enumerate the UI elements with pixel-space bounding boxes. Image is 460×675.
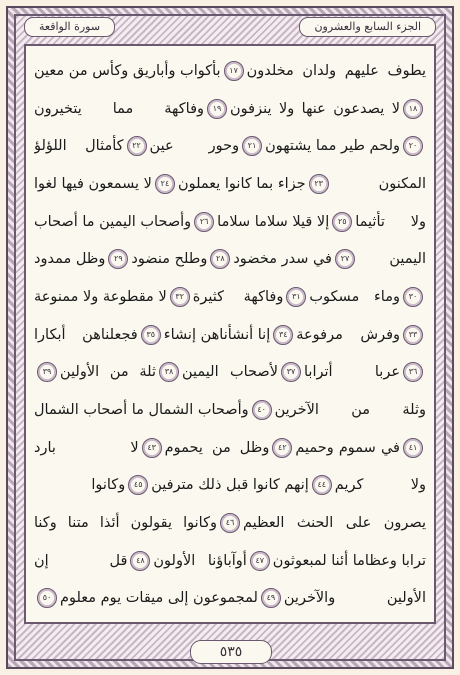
verse-line [34,127,426,165]
verse-text: بأكواب وأباريق وكأس من معين [34,62,221,79]
ayah-end-marker: ٢١ [242,136,262,156]
verse-text: لمجموعون إلى ميقات يوم معلوم [60,590,258,607]
verse-line [34,542,426,580]
verse-text: ولا تأثيما [355,213,426,230]
ayah-end-marker: ٣٤ [273,325,293,345]
verse-text: فجعلناهن أبكارا [34,326,138,343]
verse-text: قل إن [34,552,128,569]
verse-text: في سدر مخضود [233,251,332,268]
ayah-end-marker: ٢٩ [108,249,128,269]
ayah-end-marker: ٤٤ [312,475,332,495]
ayah-end-marker: ٤٨ [130,551,150,571]
ayah-end-marker: ٤٩ [261,588,281,608]
verse-text: في سموم وحميم [295,439,400,456]
verse-text: إلا قيلا سلاما سلاما [217,213,330,230]
ayah-end-marker: ٢٥ [332,212,352,232]
page-header [24,14,436,40]
verse-text: عربا أترابا [304,364,400,381]
surah-title: سورة الواقعة [24,17,115,37]
verse-line [34,429,426,467]
verse-text: جزاء بما كانوا يعملون [177,175,306,192]
verse-text: لا يصدعون عنها ولا ينزفون [230,100,400,117]
ayah-end-marker: ٢٣ [309,174,329,194]
ayah-end-marker: ١٨ [403,99,423,119]
verse-line [34,354,426,392]
verse-text: وفاكهة كثيرة [192,288,284,305]
verse-text: الأولين والآخرين [283,590,426,607]
verse-text: وفاكهة مما يتخيرون [34,100,204,117]
ayah-end-marker: ٤٢ [272,438,292,458]
verse-text: وظل ممدود [34,251,106,268]
ayah-end-marker: ٤٠ [252,400,272,420]
verse-line [34,316,426,354]
ayah-end-marker: ٢٦ [194,212,214,232]
ayah-end-marker: ٣٣ [403,325,423,345]
verse-text: لا يسمعون فيها لغوا [34,175,152,192]
verse-text: المكنون [378,175,426,192]
ayah-end-marker: ١٩ [207,99,227,119]
juz-title: الجزء السابع والعشرون [299,17,436,37]
verse-text: وطلح منضود [131,251,208,268]
verse-text: وماء مسكوب [309,288,400,305]
ayah-end-marker: ٣٩ [37,362,57,382]
ayah-end-marker: ٢٨ [210,249,230,269]
ayah-end-marker: ٣٧ [281,362,301,382]
ayah-end-marker: ٤٧ [250,551,270,571]
verse-text: أوآباؤنا الأولون [153,552,247,569]
ayah-end-marker: ٥٠ [37,588,57,608]
verse-line [34,504,426,542]
verse-line [34,165,426,203]
verse-text: يصرون على الحنث العظيم [243,515,426,532]
verse-line [34,467,426,505]
verse-text: وظل من يحموم [164,439,270,456]
ayah-end-marker: ٤٣ [142,438,162,458]
ayah-end-marker: ٤٥ [128,475,148,495]
verse-text: ترابا وعظاما أئنا لمبعوثون [272,552,426,569]
verse-text: وكانوا يقولون أئذا متنا وكنا [34,515,217,532]
verse-text: يطوف عليهم ولدان مخلدون [246,62,426,79]
ayah-end-marker: ٤٦ [220,513,240,533]
verse-line [34,391,426,429]
verse-text: وأصحاب الشمال ما أصحاب الشمال [34,402,249,419]
verse-text: إنهم كانوا قبل ذلك مترفين [151,477,309,494]
ayah-end-marker: ٢٤ [155,174,175,194]
verse-line [34,52,426,90]
verse-text: ولا كريم [334,477,426,494]
verse-line [34,203,426,241]
verse-text: اليمين [389,251,426,268]
verse-text: وثلة من الآخرين [274,402,426,419]
verse-text: ولحم طير مما يشتهون [265,138,400,155]
ayah-end-marker: ٢٢ [127,136,147,156]
verse-text: لا مقطوعة ولا ممنوعة [34,288,167,305]
verse-text: لا بارد [34,439,139,456]
ayah-end-marker: ٣٠ [403,287,423,307]
verse-text: لأصحاب اليمين [182,364,278,381]
verse-text: وأصحاب اليمين ما أصحاب [34,213,192,230]
ayah-end-marker: ٢٧ [335,249,355,269]
ayah-end-marker: ٣٦ [403,362,423,382]
verse-line [34,90,426,128]
verse-text: وكانوا [91,477,126,494]
page-number: ٥٣٥ [190,640,272,664]
ayah-end-marker: ١٧ [224,61,244,81]
verse-text: وحور عين [149,138,240,155]
verse-text: وفرش مرفوعة [296,326,400,343]
verse-line [34,278,426,316]
verse-lines [34,52,426,618]
ayah-end-marker: ٣١ [286,287,306,307]
ayah-end-marker: ٣٨ [159,362,179,382]
verse-line [34,580,426,618]
ayah-end-marker: ٢٠ [403,136,423,156]
verse-line [34,240,426,278]
verse-text: كأمثال اللؤلؤ [34,138,124,155]
verse-text: ثلة من الأولين [60,364,156,381]
verse-text: إنا أنشأناهن إنشاء [163,326,271,343]
ayah-end-marker: ٤١ [403,438,423,458]
ayah-end-marker: ٣٥ [141,325,161,345]
ayah-end-marker: ٣٢ [170,287,190,307]
